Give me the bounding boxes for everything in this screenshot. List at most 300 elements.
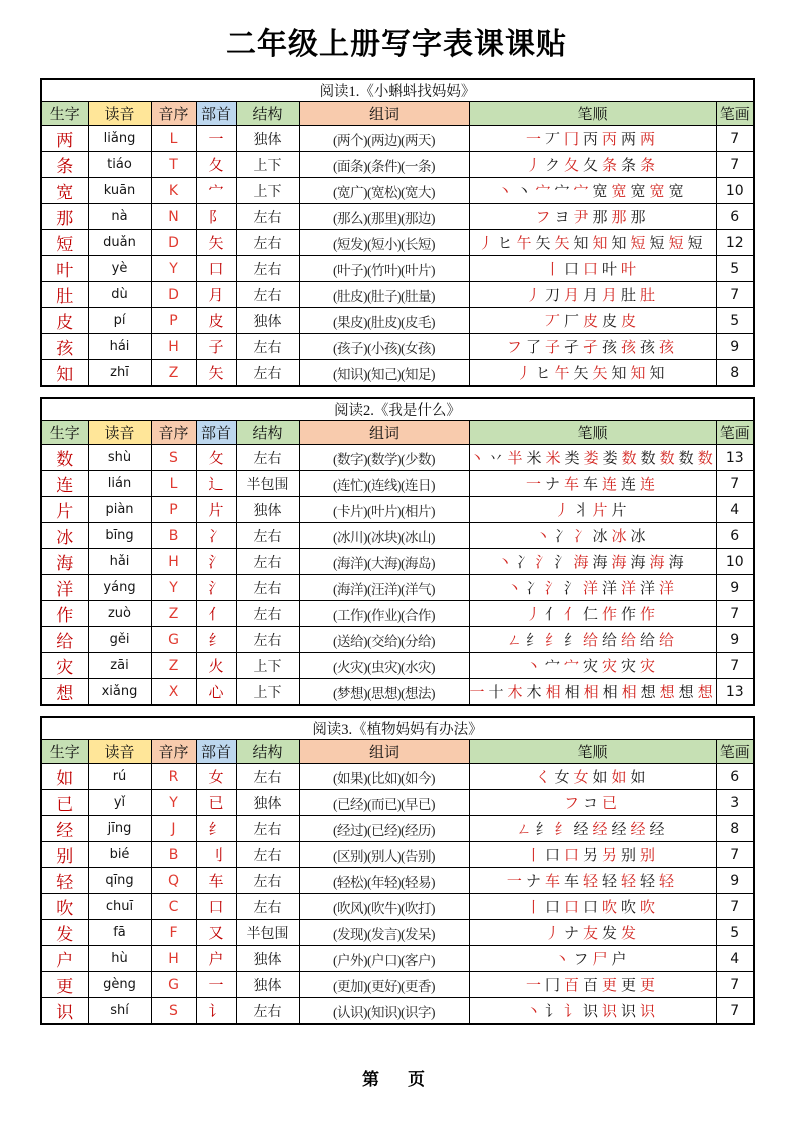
words-cell: (送给)(交给)(分给) bbox=[299, 627, 469, 653]
stroke-step: 丿 bbox=[516, 366, 532, 382]
stroke-step: 想 bbox=[697, 685, 713, 701]
radical-cell: 子 bbox=[196, 334, 236, 360]
table-caption: 阅读2.《我是什么》 bbox=[41, 398, 754, 421]
radical-cell: 氵 bbox=[196, 549, 236, 575]
stroke-step: ナ bbox=[563, 926, 579, 942]
stroke-order-cell bbox=[469, 998, 716, 1025]
stroke-step: 仁 bbox=[582, 607, 598, 623]
stroke-count-cell: 3 bbox=[716, 790, 754, 816]
stroke-step: 丨 bbox=[544, 262, 560, 278]
stroke-count-cell: 8 bbox=[716, 360, 754, 387]
column-header-strokes: 笔顺 bbox=[469, 421, 716, 445]
stroke-step: 了 bbox=[525, 340, 541, 356]
stroke-step: 丶 bbox=[525, 659, 541, 675]
stroke-step: 宽 bbox=[649, 184, 665, 200]
stroke-step: コ bbox=[582, 796, 598, 812]
structure-cell: 左右 bbox=[236, 998, 299, 1025]
stroke-step: 口 bbox=[582, 262, 598, 278]
pinyin-cell: gěi bbox=[88, 627, 151, 653]
words-cell: (区别)(别人)(告别) bbox=[299, 842, 469, 868]
words-cell: (数字)(数学)(少数) bbox=[299, 445, 469, 471]
stroke-step: 连 bbox=[602, 477, 618, 493]
stroke-step: ヨ bbox=[554, 210, 570, 226]
stroke-step: 洋 bbox=[602, 581, 618, 597]
pinyin-cell: bié bbox=[88, 842, 151, 868]
stroke-step: 作 bbox=[602, 607, 618, 623]
stroke-step: 纟 bbox=[525, 633, 541, 649]
stroke-step: 友 bbox=[582, 926, 598, 942]
character-row bbox=[41, 601, 754, 627]
stroke-step: 矢 bbox=[573, 366, 589, 382]
radical-cell: 又 bbox=[196, 920, 236, 946]
initial-cell: H bbox=[151, 549, 196, 575]
radical-cell: 宀 bbox=[196, 178, 236, 204]
stroke-step: 丿 bbox=[525, 607, 541, 623]
stroke-step: 知 bbox=[630, 366, 646, 382]
stroke-step: 丆 bbox=[544, 314, 560, 330]
stroke-step: 连 bbox=[640, 477, 656, 493]
words-cell: (火灾)(虫灾)(水灾) bbox=[299, 653, 469, 679]
stroke-count-cell: 9 bbox=[716, 868, 754, 894]
character-row bbox=[41, 523, 754, 549]
stroke-step: 丨 bbox=[525, 900, 541, 916]
stroke-count-cell: 5 bbox=[716, 308, 754, 334]
initial-cell: C bbox=[151, 894, 196, 920]
structure-cell: 左右 bbox=[236, 256, 299, 282]
stroke-step: 另 bbox=[602, 848, 618, 864]
stroke-order-cell bbox=[469, 972, 716, 998]
char-cell: 皮 bbox=[41, 308, 88, 334]
character-row bbox=[41, 497, 754, 523]
stroke-order-cell bbox=[469, 152, 716, 178]
column-header-char: 生字 bbox=[41, 102, 88, 126]
radical-cell: 户 bbox=[196, 946, 236, 972]
stroke-step: 冰 bbox=[592, 529, 608, 545]
stroke-step: 知 bbox=[611, 366, 627, 382]
radical-cell: 夂 bbox=[196, 152, 236, 178]
radical-cell: 已 bbox=[196, 790, 236, 816]
structure-cell: 独体 bbox=[236, 308, 299, 334]
structure-cell: 左右 bbox=[236, 868, 299, 894]
page-title: 二年级上册写字表课课贴 bbox=[226, 28, 567, 61]
stroke-count-cell: 13 bbox=[716, 445, 754, 471]
stroke-step: 片 bbox=[611, 503, 627, 519]
stroke-step: 宽 bbox=[630, 184, 646, 200]
initial-cell: Z bbox=[151, 601, 196, 627]
character-row bbox=[41, 946, 754, 972]
stroke-step: 轻 bbox=[640, 874, 656, 890]
stroke-step: 数 bbox=[678, 451, 694, 467]
character-row bbox=[41, 549, 754, 575]
stroke-count-cell: 6 bbox=[716, 764, 754, 790]
radical-cell: 攵 bbox=[196, 445, 236, 471]
pinyin-cell: lián bbox=[88, 471, 151, 497]
pinyin-cell: kuān bbox=[88, 178, 151, 204]
stroke-step: 另 bbox=[582, 848, 598, 864]
stroke-step: ナ bbox=[525, 874, 541, 890]
stroke-count-cell: 7 bbox=[716, 842, 754, 868]
stroke-order-cell bbox=[469, 575, 716, 601]
column-header-structure: 结构 bbox=[236, 102, 299, 126]
column-header-initial: 音序 bbox=[151, 421, 196, 445]
stroke-step: 矢 bbox=[592, 366, 608, 382]
stroke-count-cell: 7 bbox=[716, 653, 754, 679]
stroke-step: 夂 bbox=[563, 158, 579, 174]
stroke-step: 轻 bbox=[621, 874, 637, 890]
structure-cell: 上下 bbox=[236, 679, 299, 706]
pinyin-cell: jīng bbox=[88, 816, 151, 842]
character-row bbox=[41, 816, 754, 842]
stroke-step: 如 bbox=[611, 770, 627, 786]
stroke-step: 数 bbox=[640, 451, 656, 467]
radical-cell: 月 bbox=[196, 282, 236, 308]
structure-cell: 左右 bbox=[236, 334, 299, 360]
character-row bbox=[41, 126, 754, 152]
stroke-step: 纟 bbox=[544, 633, 560, 649]
stroke-step: 尹 bbox=[573, 210, 589, 226]
stroke-step: 灾 bbox=[582, 659, 598, 675]
stroke-step: 口 bbox=[544, 900, 560, 916]
character-row bbox=[41, 575, 754, 601]
stroke-step: 月 bbox=[582, 288, 598, 304]
structure-cell: 左右 bbox=[236, 549, 299, 575]
stroke-step: 丬 bbox=[573, 503, 589, 519]
stroke-step: 别 bbox=[640, 848, 656, 864]
character-row bbox=[41, 360, 754, 387]
char-cell: 作 bbox=[41, 601, 88, 627]
stroke-step: 短 bbox=[687, 236, 703, 252]
stroke-order-cell bbox=[469, 204, 716, 230]
stroke-count-cell: 8 bbox=[716, 816, 754, 842]
stroke-count-cell: 7 bbox=[716, 894, 754, 920]
stroke-step: 木 bbox=[507, 685, 523, 701]
structure-cell: 独体 bbox=[236, 497, 299, 523]
column-header-pinyin: 读音 bbox=[88, 421, 151, 445]
stroke-count-cell: 9 bbox=[716, 627, 754, 653]
words-cell: (认识)(知识)(识字) bbox=[299, 998, 469, 1025]
stroke-step: 更 bbox=[621, 978, 637, 994]
stroke-step: 短 bbox=[630, 236, 646, 252]
stroke-step: 冰 bbox=[611, 529, 627, 545]
initial-cell: Y bbox=[151, 575, 196, 601]
stroke-step: 海 bbox=[630, 555, 646, 571]
stroke-step: 夂 bbox=[582, 158, 598, 174]
stroke-step: 尸 bbox=[592, 952, 608, 968]
stroke-step: 丶 bbox=[535, 529, 551, 545]
stroke-step: く bbox=[535, 770, 551, 786]
stroke-step: 丶 bbox=[497, 555, 513, 571]
stroke-count-cell: 5 bbox=[716, 256, 754, 282]
stroke-step: 类 bbox=[564, 451, 580, 467]
words-cell: (如果)(比如)(如今) bbox=[299, 764, 469, 790]
initial-cell: S bbox=[151, 998, 196, 1025]
stroke-step: 更 bbox=[602, 978, 618, 994]
stroke-step: フ bbox=[563, 796, 579, 812]
stroke-step: 海 bbox=[573, 555, 589, 571]
stroke-step: 丶 bbox=[554, 952, 570, 968]
stroke-count-cell: 7 bbox=[716, 152, 754, 178]
stroke-step: 片 bbox=[592, 503, 608, 519]
stroke-step: 识 bbox=[582, 1004, 598, 1020]
character-row bbox=[41, 920, 754, 946]
char-cell: 洋 bbox=[41, 575, 88, 601]
pinyin-cell: hù bbox=[88, 946, 151, 972]
stroke-step: 矢 bbox=[535, 236, 551, 252]
words-cell: (面条)(条件)(一条) bbox=[299, 152, 469, 178]
pinyin-cell: piàn bbox=[88, 497, 151, 523]
column-header-strokes: 笔顺 bbox=[469, 102, 716, 126]
stroke-step: 亻 bbox=[544, 607, 560, 623]
words-cell: (那么)(那里)(那边) bbox=[299, 204, 469, 230]
stroke-step: 短 bbox=[668, 236, 684, 252]
character-row bbox=[41, 653, 754, 679]
column-header-char: 生字 bbox=[41, 421, 88, 445]
structure-cell: 半包围 bbox=[236, 920, 299, 946]
stroke-order-cell bbox=[469, 126, 716, 152]
stroke-order-cell bbox=[469, 308, 716, 334]
stroke-step: 识 bbox=[640, 1004, 656, 1020]
stroke-step: 那 bbox=[630, 210, 646, 226]
radical-cell: 口 bbox=[196, 894, 236, 920]
words-cell: (发现)(发言)(发呆) bbox=[299, 920, 469, 946]
radical-cell: 辶 bbox=[196, 471, 236, 497]
stroke-step: 洋 bbox=[582, 581, 598, 597]
radical-cell: 纟 bbox=[196, 816, 236, 842]
structure-cell: 独体 bbox=[236, 946, 299, 972]
words-cell: (轻松)(年轻)(轻易) bbox=[299, 868, 469, 894]
words-cell: (连忙)(连线)(连日) bbox=[299, 471, 469, 497]
column-header-count: 笔画 bbox=[716, 740, 754, 764]
initial-cell: H bbox=[151, 946, 196, 972]
char-cell: 连 bbox=[41, 471, 88, 497]
stroke-step: 海 bbox=[611, 555, 627, 571]
stroke-count-cell: 6 bbox=[716, 523, 754, 549]
char-cell: 户 bbox=[41, 946, 88, 972]
character-row bbox=[41, 790, 754, 816]
stroke-step: 口 bbox=[563, 900, 579, 916]
stroke-step: 别 bbox=[621, 848, 637, 864]
stroke-step: 口 bbox=[582, 900, 598, 916]
pinyin-cell: qīng bbox=[88, 868, 151, 894]
stroke-step: 车 bbox=[563, 477, 579, 493]
pinyin-cell: xiǎng bbox=[88, 679, 151, 706]
stroke-step: 冫 bbox=[573, 529, 589, 545]
stroke-step: 数 bbox=[697, 451, 713, 467]
char-cell: 想 bbox=[41, 679, 88, 706]
stroke-step: 口 bbox=[563, 262, 579, 278]
stroke-step: 想 bbox=[640, 685, 656, 701]
stroke-count-cell: 9 bbox=[716, 334, 754, 360]
stroke-count-cell: 10 bbox=[716, 178, 754, 204]
character-row bbox=[41, 627, 754, 653]
char-cell: 短 bbox=[41, 230, 88, 256]
radical-cell: 皮 bbox=[196, 308, 236, 334]
stroke-step: 一 bbox=[469, 685, 485, 701]
stroke-step: 纟 bbox=[554, 822, 570, 838]
stroke-order-cell bbox=[469, 679, 716, 706]
pinyin-cell: tiáo bbox=[88, 152, 151, 178]
stroke-step: 讠 bbox=[544, 1004, 560, 1020]
initial-cell: L bbox=[151, 471, 196, 497]
stroke-step: 午 bbox=[554, 366, 570, 382]
stroke-step: 知 bbox=[573, 236, 589, 252]
stroke-step: 条 bbox=[602, 158, 618, 174]
stroke-step: 海 bbox=[668, 555, 684, 571]
stroke-step: 孩 bbox=[640, 340, 656, 356]
radical-cell: 一 bbox=[196, 126, 236, 152]
stroke-step: 百 bbox=[563, 978, 579, 994]
stroke-step: 月 bbox=[563, 288, 579, 304]
structure-cell: 左右 bbox=[236, 575, 299, 601]
character-row bbox=[41, 842, 754, 868]
stroke-step: 口 bbox=[563, 848, 579, 864]
initial-cell: P bbox=[151, 497, 196, 523]
pinyin-cell: zuò bbox=[88, 601, 151, 627]
radical-cell: 一 bbox=[196, 972, 236, 998]
pinyin-cell: dù bbox=[88, 282, 151, 308]
char-cell: 如 bbox=[41, 764, 88, 790]
character-row bbox=[41, 308, 754, 334]
stroke-step: 矢 bbox=[554, 236, 570, 252]
stroke-step: 相 bbox=[621, 685, 637, 701]
stroke-step: 作 bbox=[640, 607, 656, 623]
words-cell: (肚皮)(肚子)(肚量) bbox=[299, 282, 469, 308]
stroke-step: 车 bbox=[563, 874, 579, 890]
stroke-step: 一 bbox=[525, 132, 541, 148]
structure-cell: 左右 bbox=[236, 842, 299, 868]
stroke-order-cell bbox=[469, 497, 716, 523]
structure-cell: 上下 bbox=[236, 178, 299, 204]
pinyin-cell: yǐ bbox=[88, 790, 151, 816]
stroke-step: 皮 bbox=[602, 314, 618, 330]
column-header-structure: 结构 bbox=[236, 421, 299, 445]
stroke-step: 叶 bbox=[621, 262, 637, 278]
character-row bbox=[41, 764, 754, 790]
stroke-step: 皮 bbox=[621, 314, 637, 330]
stroke-step: 轻 bbox=[602, 874, 618, 890]
radical-cell: 刂 bbox=[196, 842, 236, 868]
stroke-order-cell bbox=[469, 920, 716, 946]
stroke-step: 孑 bbox=[582, 340, 598, 356]
char-cell: 海 bbox=[41, 549, 88, 575]
stroke-count-cell: 9 bbox=[716, 575, 754, 601]
pinyin-cell: chuī bbox=[88, 894, 151, 920]
column-header-pinyin: 读音 bbox=[88, 102, 151, 126]
stroke-step: 条 bbox=[640, 158, 656, 174]
stroke-step: 纟 bbox=[535, 822, 551, 838]
stroke-step: 冫 bbox=[516, 555, 532, 571]
stroke-step: 轻 bbox=[659, 874, 675, 890]
structure-cell: 独体 bbox=[236, 126, 299, 152]
stroke-step: 孩 bbox=[621, 340, 637, 356]
character-row bbox=[41, 152, 754, 178]
stroke-count-cell: 4 bbox=[716, 946, 754, 972]
radical-cell: 心 bbox=[196, 679, 236, 706]
initial-cell: Y bbox=[151, 256, 196, 282]
stroke-step: 宀 bbox=[544, 659, 560, 675]
pinyin-cell: zhī bbox=[88, 360, 151, 387]
column-header-char: 生字 bbox=[41, 740, 88, 764]
stroke-step: 午 bbox=[516, 236, 532, 252]
stroke-count-cell: 10 bbox=[716, 549, 754, 575]
stroke-count-cell: 7 bbox=[716, 471, 754, 497]
stroke-step: 洋 bbox=[640, 581, 656, 597]
stroke-step: 两 bbox=[640, 132, 656, 148]
stroke-step: 更 bbox=[640, 978, 656, 994]
words-cell: (短发)(短小)(长短) bbox=[299, 230, 469, 256]
stroke-step: 经 bbox=[630, 822, 646, 838]
stroke-order-cell bbox=[469, 282, 716, 308]
stroke-step: 相 bbox=[545, 685, 561, 701]
stroke-step: 丶 bbox=[497, 184, 513, 200]
pinyin-cell: shí bbox=[88, 998, 151, 1025]
stroke-step: 氵 bbox=[535, 555, 551, 571]
stroke-step: 洋 bbox=[659, 581, 675, 597]
stroke-count-cell: 5 bbox=[716, 920, 754, 946]
initial-cell: X bbox=[151, 679, 196, 706]
character-row bbox=[41, 204, 754, 230]
char-cell: 轻 bbox=[41, 868, 88, 894]
stroke-step: 知 bbox=[592, 236, 608, 252]
initial-cell: T bbox=[151, 152, 196, 178]
stroke-step: 宀 bbox=[563, 659, 579, 675]
stroke-step: 肚 bbox=[621, 288, 637, 304]
stroke-step: 吹 bbox=[602, 900, 618, 916]
stroke-step: 经 bbox=[573, 822, 589, 838]
stroke-count-cell: 13 bbox=[716, 679, 754, 706]
initial-cell: Z bbox=[151, 653, 196, 679]
pinyin-cell: pí bbox=[88, 308, 151, 334]
stroke-step: 孩 bbox=[659, 340, 675, 356]
words-cell: (户外)(户口)(客户) bbox=[299, 946, 469, 972]
stroke-order-cell bbox=[469, 868, 716, 894]
tables-container bbox=[40, 78, 753, 1025]
column-header-initial: 音序 bbox=[151, 740, 196, 764]
stroke-step: 经 bbox=[649, 822, 665, 838]
character-row bbox=[41, 334, 754, 360]
stroke-step: 氵 bbox=[554, 555, 570, 571]
radical-cell: 氵 bbox=[196, 575, 236, 601]
stroke-order-cell bbox=[469, 445, 716, 471]
structure-cell: 左右 bbox=[236, 282, 299, 308]
stroke-step: 刀 bbox=[544, 288, 560, 304]
stroke-step: 丶 bbox=[525, 1004, 541, 1020]
stroke-count-cell: 7 bbox=[716, 282, 754, 308]
stroke-step: 灾 bbox=[602, 659, 618, 675]
initial-cell: D bbox=[151, 230, 196, 256]
words-cell: (已经)(而已)(早已) bbox=[299, 790, 469, 816]
stroke-step: 子 bbox=[544, 340, 560, 356]
stroke-step: 丙 bbox=[602, 132, 618, 148]
stroke-step: 冫 bbox=[525, 581, 541, 597]
char-cell: 更 bbox=[41, 972, 88, 998]
table-caption: 阅读3.《植物妈妈有办法》 bbox=[41, 717, 754, 740]
stroke-step: 经 bbox=[611, 822, 627, 838]
pinyin-cell: liǎng bbox=[88, 126, 151, 152]
stroke-step: 作 bbox=[621, 607, 637, 623]
words-cell: (梦想)(思想)(想法) bbox=[299, 679, 469, 706]
character-row bbox=[41, 256, 754, 282]
char-cell: 宽 bbox=[41, 178, 88, 204]
words-cell: (海洋)(汪洋)(洋气) bbox=[299, 575, 469, 601]
stroke-order-cell bbox=[469, 230, 716, 256]
stroke-step: 灾 bbox=[640, 659, 656, 675]
words-cell: (吹风)(吹牛)(吹打) bbox=[299, 894, 469, 920]
char-cell: 识 bbox=[41, 998, 88, 1025]
char-cell: 条 bbox=[41, 152, 88, 178]
words-cell: (叶子)(竹叶)(叶片) bbox=[299, 256, 469, 282]
stroke-step: 冫 bbox=[554, 529, 570, 545]
